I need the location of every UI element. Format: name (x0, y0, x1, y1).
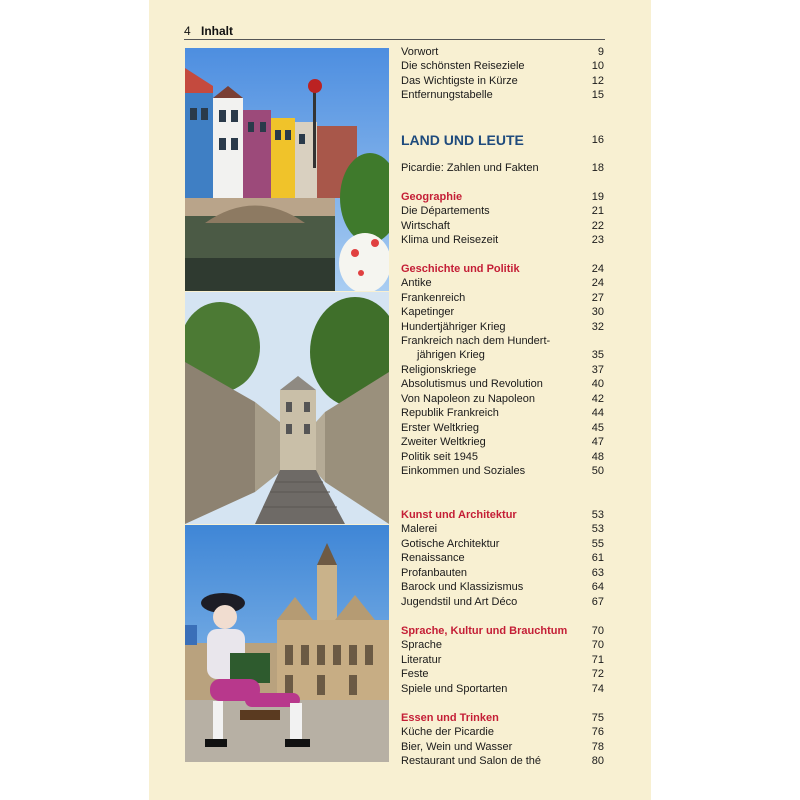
toc-entry (401, 580, 604, 594)
toc-entry (401, 653, 604, 667)
toc-entry-page: 42 (591, 393, 604, 405)
toc-entry (401, 377, 604, 391)
toc-entry (401, 305, 604, 319)
toc-entry-title: Picardie: Zahlen und Fakten (401, 162, 539, 174)
toc-entry-title: Klima und Reisezeit (401, 234, 499, 246)
toc-entry-page: 55 (591, 538, 604, 550)
toc-entry (401, 566, 604, 580)
toc-entry-page: 63 (591, 567, 604, 579)
toc-section-heading (401, 190, 604, 204)
toc-entry-title: Küche der Picardie (401, 726, 494, 738)
toc-entry-title: Einkommen und Soziales (401, 465, 526, 477)
toc-entry-title: Spiele und Sportarten (401, 683, 508, 695)
toc-entry-page: 12 (591, 75, 604, 87)
toc-entry-page: 53 (591, 523, 604, 535)
toc-entry-page: 15 (591, 89, 604, 101)
toc-entry-page: 72 (591, 668, 604, 680)
toc-entry-title: Absolutismus und Revolution (401, 378, 543, 390)
toc-entry-title: Zweiter Weltkrieg (401, 436, 486, 448)
page-number: 4 (184, 24, 191, 38)
toc-entry (401, 450, 604, 464)
toc-entry-title: Politik seit 1945 (401, 451, 479, 463)
toc-entry-page: 22 (591, 220, 604, 232)
toc-entry-page: 53 (591, 509, 604, 521)
toc-entry (401, 59, 604, 73)
toc-entry (401, 522, 604, 536)
toc-entry-title: Von Napoleon zu Napoleon (401, 393, 535, 405)
toc-entry (401, 219, 604, 233)
toc-entry-title: Renaissance (401, 552, 465, 564)
page-header (184, 23, 605, 40)
toc-entry (401, 291, 604, 305)
toc-entry-title: Antike (401, 277, 432, 289)
toc-entry (401, 638, 604, 652)
toc-entry (401, 45, 604, 59)
toc-entry-page: 30 (591, 306, 604, 318)
toc-entry (401, 204, 604, 218)
toc-entry (401, 233, 604, 247)
toc-entry-page: 9 (597, 46, 604, 58)
toc-entry-title: Das Wichtigste in Kürze (401, 75, 518, 87)
toc-entry-page: 80 (591, 755, 604, 767)
toc-entry (401, 406, 604, 420)
photo-cobbled-lane (185, 292, 389, 524)
toc-entry-title: Kunst und Architektur (401, 509, 517, 521)
toc-entry-title: jährigen Krieg (417, 349, 485, 361)
toc-entry-page: 76 (591, 726, 604, 738)
toc-entry-title: Feste (401, 668, 429, 680)
photo-canal-houses (185, 48, 389, 291)
toc-entry-page: 50 (591, 465, 604, 477)
toc-entry-title: Kapetinger (401, 306, 455, 318)
toc-entry-title: Frankreich nach dem Hundert- (401, 335, 551, 347)
toc-section-heading (401, 262, 604, 276)
toc-entry (401, 682, 604, 696)
toc-entry-page: 19 (591, 191, 604, 203)
toc-entry (401, 392, 604, 406)
toc-entry-title: Hundertjähriger Krieg (401, 321, 506, 333)
toc-entry-page: 37 (591, 364, 604, 376)
toc-entry (401, 348, 604, 362)
toc-entry (401, 421, 604, 435)
toc-entry-page: 24 (591, 263, 604, 275)
toc-entry-title: Sprache, Kultur und Brauchtum (401, 625, 568, 637)
toc-entry (401, 363, 604, 377)
toc-entry-title: Entfernungstabelle (401, 89, 493, 101)
toc-entry-title: Die schönsten Reiseziele (401, 60, 525, 72)
toc-entry-page: 47 (591, 436, 604, 448)
photo-statue-cathedral (185, 525, 389, 762)
toc-entry-title: Geographie (401, 191, 463, 203)
toc-entry (401, 595, 604, 609)
toc-entry-page: 24 (591, 277, 604, 289)
toc-entry-title: Die Départements (401, 205, 490, 217)
table-of-contents (401, 45, 604, 775)
toc-entry-title: Bier, Wein und Wasser (401, 741, 513, 753)
toc-entry (401, 320, 604, 334)
toc-entry-page: 70 (591, 639, 604, 651)
toc-entry-page: 67 (591, 596, 604, 608)
toc-entry-title: Barock und Klassizismus (401, 581, 524, 593)
toc-entry-page: 32 (591, 321, 604, 333)
toc-entry-page: 23 (591, 234, 604, 246)
toc-entry-title: Religionskriege (401, 364, 477, 376)
toc-entry-page: 44 (591, 407, 604, 419)
toc-entry (401, 334, 604, 348)
toc-entry-title: Malerei (401, 523, 438, 535)
toc-entry-title: Wirtschaft (401, 220, 450, 232)
toc-entry-page: 27 (591, 292, 604, 304)
toc-entry-page: 18 (591, 162, 604, 174)
toc-entry (401, 725, 604, 739)
toc-entry-page: 78 (591, 741, 604, 753)
toc-entry-title: Frankenreich (401, 292, 466, 304)
toc-entry-page: 75 (591, 712, 604, 724)
toc-entry (401, 667, 604, 681)
toc-entry-page: 35 (591, 349, 604, 361)
toc-entry-title: Jugendstil und Art Déco (401, 596, 518, 608)
toc-section-heading (401, 133, 604, 147)
toc-entry-title: Literatur (401, 654, 442, 666)
toc-entry-page: 45 (591, 422, 604, 434)
toc-entry-page: 74 (591, 683, 604, 695)
toc-entry-title: Gotische Architektur (401, 538, 500, 550)
toc-entry-title: Geschichte und Politik (401, 263, 520, 275)
toc-entry-page: 10 (591, 60, 604, 72)
toc-entry (401, 161, 604, 175)
toc-entry-title: Republik Frankreich (401, 407, 499, 419)
toc-entry (401, 74, 604, 88)
toc-entry (401, 435, 604, 449)
page-title: Inhalt (201, 24, 233, 38)
toc-entry (401, 740, 604, 754)
toc-entry (401, 537, 604, 551)
toc-entry-page: 40 (591, 378, 604, 390)
toc-entry-title: Essen und Trinken (401, 712, 499, 724)
toc-entry-page: 61 (591, 552, 604, 564)
toc-entry-page: 71 (591, 654, 604, 666)
toc-entry (401, 754, 604, 768)
toc-entry (401, 88, 604, 102)
toc-entry-title: Restaurant und Salon de thé (401, 755, 542, 767)
toc-section-heading (401, 711, 604, 725)
toc-entry-page: 21 (591, 205, 604, 217)
toc-entry (401, 276, 604, 290)
toc-section-heading (401, 624, 604, 638)
toc-entry-title: Sprache (401, 639, 442, 651)
toc-entry (401, 551, 604, 565)
toc-entry-title: Erster Weltkrieg (401, 422, 480, 434)
toc-section-heading (401, 508, 604, 522)
toc-entry-page: 70 (591, 625, 604, 637)
toc-entry-title: Profanbauten (401, 567, 468, 579)
toc-entry-page: 48 (591, 451, 604, 463)
toc-entry (401, 464, 604, 478)
toc-entry-page: 16 (591, 134, 604, 146)
toc-entry-title: Vorwort (401, 46, 439, 58)
toc-entry-title: LAND UND LEUTE (401, 132, 524, 148)
toc-entry-page: 64 (591, 581, 604, 593)
